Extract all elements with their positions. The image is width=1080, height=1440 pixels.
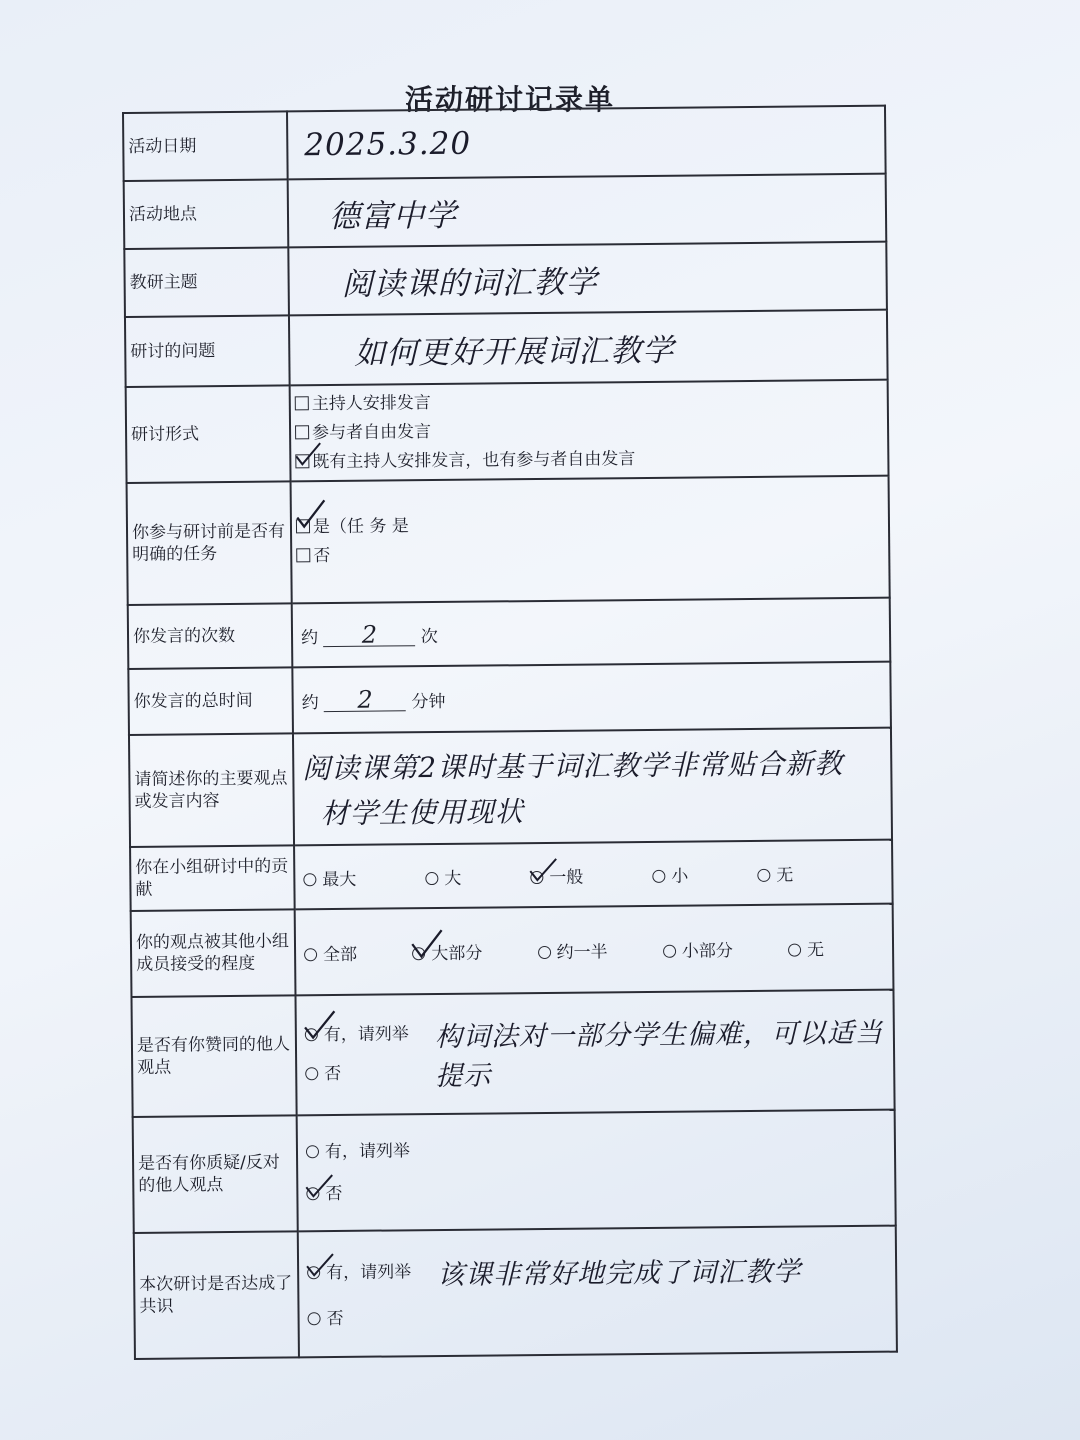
cell-agree [295,990,894,1116]
checkbox-free[interactable] [295,425,309,439]
value-location[interactable]: 德富中学 [328,197,458,235]
consensus-no-label: 否 [326,1308,344,1330]
consensus-yes-line [307,1249,887,1294]
label-consensus: 本次研讨是否达成了共识 [134,1231,299,1359]
acceptance-options [304,934,884,965]
radio-contribution-small[interactable] [652,869,665,882]
value-question[interactable]: 如何更好开展词汇教学 [354,332,675,372]
checkbox-both[interactable] [295,454,309,468]
agree-option-yes[interactable] [305,1020,435,1050]
label-disagree: 是否有你质疑/反对的他人观点 [133,1115,298,1233]
acceptance-option-none-label: 无 [806,939,825,960]
contribution-option-big-label: 大 [444,868,462,889]
acceptance-option-most[interactable] [412,938,482,964]
contribution-option-normal[interactable] [530,862,583,888]
cell-date [287,106,886,180]
cell-consensus [298,1226,897,1358]
contribution-option-none[interactable] [757,860,793,885]
checkbox-task-yes[interactable] [296,519,310,533]
disagree-no-label: 否 [325,1183,343,1205]
radio-contribution-max[interactable] [303,873,316,886]
format-option-free-label: 参与者自由发言 [311,421,432,443]
checkbox-host[interactable] [295,396,309,410]
record-table [122,105,898,1360]
row-contribution [130,840,893,911]
speak-count-prefix: 约 [300,627,319,648]
main-points-line-2[interactable]: 材学生使用现状 [320,795,524,831]
acceptance-option-all-label: 全部 [323,944,358,965]
radio-acceptance-all[interactable] [304,948,317,961]
speak-time-prefix: 约 [301,692,319,713]
speak-count-value[interactable]: 2 [323,623,415,647]
row-date [123,106,886,181]
disagree-option-yes[interactable] [306,1126,886,1174]
row-location [124,174,887,249]
label-date: 活动日期 [123,111,288,181]
agree-note-line-2[interactable]: 提示 [435,1060,492,1093]
acceptance-option-few[interactable] [663,936,733,962]
label-topic: 教研主题 [124,247,289,317]
cell-disagree [297,1110,896,1232]
task-yes-label: 是（任 务 是 [312,516,409,538]
cell-question [289,310,888,386]
record-sheet [122,105,898,1360]
row-speak-time [128,662,891,735]
row-agree [131,990,894,1117]
format-option-host-label: 主持人安排发言 [311,392,431,414]
row-main-points [129,728,892,847]
row-consensus [134,1226,897,1359]
contribution-option-none-label: 无 [776,865,794,886]
cell-topic [288,242,887,316]
label-format: 研讨形式 [126,385,291,483]
consensus-option-yes[interactable] [307,1258,437,1288]
label-contribution: 你在小组研讨中的贡献 [130,845,295,911]
contribution-options [303,859,883,890]
acceptance-option-half[interactable] [537,937,607,963]
main-points-line-1[interactable]: 阅读课第2课时基于词汇教学非常贴合新教 [302,747,844,786]
checkbox-task-no[interactable] [296,548,310,562]
row-question [125,310,888,387]
cell-task [291,476,890,604]
speak-count-suffix: 次 [420,626,438,647]
label-location: 活动地点 [124,179,289,249]
contribution-option-max-label: 最大 [322,869,357,890]
value-topic[interactable]: 阅读课的词汇教学 [341,263,598,303]
radio-contribution-none[interactable] [757,868,770,881]
radio-acceptance-few[interactable] [663,944,676,957]
format-option-both[interactable] [295,442,879,477]
label-main-points: 请简述你的主要观点或发言内容 [129,733,294,847]
cell-main-points [293,728,892,846]
radio-agree-yes[interactable] [305,1028,318,1041]
value-date[interactable]: 2025.3.20 [304,125,472,164]
label-task: 你参与研讨前是否有明确的任务 [127,481,292,605]
cell-format [290,380,889,482]
radio-consensus-no[interactable] [308,1312,321,1325]
row-disagree [133,1110,896,1233]
radio-disagree-no[interactable] [306,1187,319,1200]
disagree-option-no[interactable] [306,1168,886,1216]
contribution-option-big[interactable] [425,863,461,888]
acceptance-option-none[interactable] [788,935,824,960]
agree-no-label: 否 [324,1063,342,1085]
row-task [127,476,890,605]
cell-acceptance [295,904,894,996]
row-speak-count [128,598,891,669]
agree-note-line-1[interactable]: 构词法对一部分学生偏难，可以适当 [434,1017,884,1054]
radio-acceptance-most[interactable] [412,947,425,960]
task-no-label: 否 [313,546,331,567]
radio-agree-no[interactable] [305,1067,318,1080]
form-title: 活动研讨记录单 [404,83,615,116]
label-speak-count: 你发言的次数 [128,603,293,669]
contribution-option-normal-label: 一般 [549,867,584,888]
contribution-option-small[interactable] [652,861,688,886]
acceptance-option-half-label: 约一半 [556,941,608,963]
agree-yes-line [305,1011,885,1056]
label-speak-time: 你发言的总时间 [128,667,293,735]
speak-time-value[interactable]: 2 [324,688,406,712]
contribution-option-max[interactable] [303,864,356,890]
format-option-both-label: 既有主持人安排发言，也有参与者自由发言 [312,448,636,472]
agree-yes-label: 有，请列举 [323,1024,409,1046]
contribution-option-small-label: 小 [671,866,689,887]
cell-speak-count [292,598,891,668]
label-agree: 是否有你赞同的他人观点 [131,995,296,1117]
row-format [126,380,889,483]
acceptance-option-all[interactable] [304,939,357,965]
row-topic [124,242,887,317]
acceptance-option-most-label: 大部分 [431,943,483,964]
agree-option-no[interactable] [305,1059,435,1089]
radio-contribution-normal[interactable] [530,870,543,883]
radio-consensus-yes[interactable] [307,1266,320,1279]
disagree-yes-label: 有，请列举 [324,1141,411,1163]
consensus-yes-label: 有，请列举 [326,1262,412,1284]
radio-acceptance-none[interactable] [788,943,801,956]
cell-location [288,174,887,248]
radio-acceptance-half[interactable] [538,945,551,958]
label-question: 研讨的问题 [125,315,290,387]
cell-speak-time [292,662,891,734]
cell-contribution [294,840,893,910]
row-acceptance [131,904,894,997]
agree-no-line [305,1050,885,1095]
consensus-option-no[interactable] [307,1300,887,1335]
consensus-note-line-1[interactable]: 该课非常好地完成了词汇教学 [437,1256,802,1292]
label-acceptance: 你的观点被其他小组成员接受的程度 [131,909,296,997]
task-option-no[interactable] [296,537,880,572]
speak-time-suffix: 分钟 [411,691,446,712]
radio-contribution-big[interactable] [425,871,438,884]
radio-disagree-yes[interactable] [306,1145,319,1158]
acceptance-option-few-label: 小部分 [681,940,733,962]
